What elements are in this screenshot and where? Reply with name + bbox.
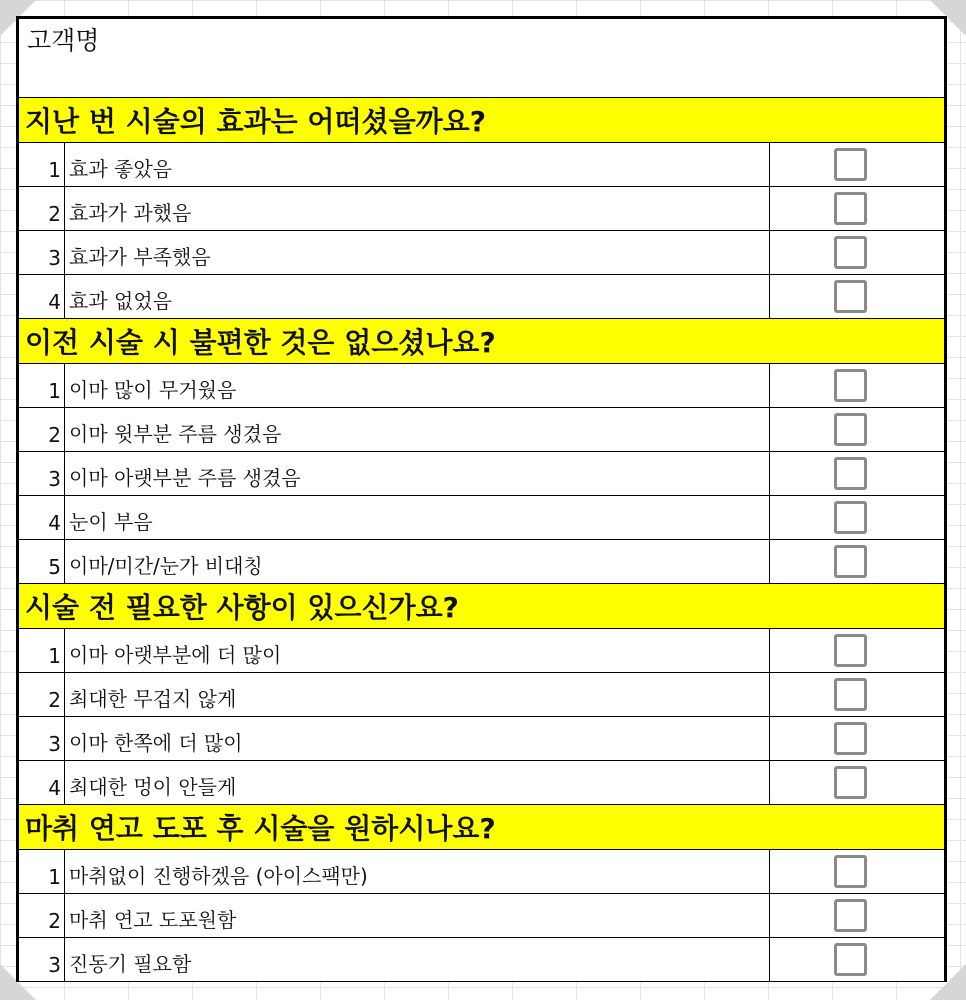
- list-item: [19, 364, 944, 408]
- section-header-anesthesia: 마취 연고 도포 후 시술을 원하시나요?: [19, 805, 944, 850]
- item-label: 효과 좋았음: [65, 143, 770, 186]
- checkbox[interactable]: [834, 501, 867, 534]
- list-item: [19, 540, 944, 584]
- item-number: 1: [19, 143, 65, 186]
- checkbox[interactable]: [834, 855, 867, 888]
- list-item: [19, 143, 944, 187]
- item-label: 효과 없었음: [65, 275, 770, 318]
- item-number: 1: [19, 850, 65, 893]
- list-item: [19, 452, 944, 496]
- checkbox[interactable]: [834, 236, 867, 269]
- list-item: [19, 231, 944, 275]
- item-number: 2: [19, 673, 65, 716]
- item-label: 진동기 필요함: [65, 938, 770, 981]
- list-item: [19, 629, 944, 673]
- customer-name-row[interactable]: [19, 19, 944, 98]
- checkbox[interactable]: [834, 766, 867, 799]
- checkbox[interactable]: [834, 899, 867, 932]
- item-label: 이마 윗부분 주름 생겼음: [65, 408, 770, 451]
- checkbox[interactable]: [834, 192, 867, 225]
- item-label: 이마 한쪽에 더 많이: [65, 717, 770, 760]
- item-number: 4: [19, 761, 65, 804]
- item-label: 최대한 멍이 안들게: [65, 761, 770, 804]
- list-item: [19, 408, 944, 452]
- customer-name-label: 고객명: [27, 26, 100, 55]
- item-label: 이마 많이 무거웠음: [65, 364, 770, 407]
- item-number: 4: [19, 496, 65, 539]
- checkbox[interactable]: [834, 148, 867, 181]
- list-item: [19, 673, 944, 717]
- item-label: 이마/미간/눈가 비대칭: [65, 540, 770, 583]
- item-number: 1: [19, 629, 65, 672]
- checkbox[interactable]: [834, 413, 867, 446]
- checkbox[interactable]: [834, 634, 867, 667]
- item-number: 2: [19, 187, 65, 230]
- list-item: [19, 187, 944, 231]
- item-number: 2: [19, 894, 65, 937]
- checkbox[interactable]: [834, 280, 867, 313]
- item-label: 마취 연고 도포원함: [65, 894, 770, 937]
- item-number: 4: [19, 275, 65, 318]
- list-item: [19, 938, 944, 982]
- section-header-discomfort: 이전 시술 시 불편한 것은 없으셨나요?: [19, 319, 944, 364]
- list-item: [19, 850, 944, 894]
- item-number: 3: [19, 452, 65, 495]
- checkbox[interactable]: [834, 722, 867, 755]
- item-number: 3: [19, 231, 65, 274]
- section-header-requests: 시술 전 필요한 사항이 있으신가요?: [19, 584, 944, 629]
- checkbox[interactable]: [834, 943, 867, 976]
- list-item: [19, 275, 944, 319]
- section-header-effect: 지난 번 시술의 효과는 어떠셨을까요?: [19, 98, 944, 143]
- item-label: 이마 아랫부분 주름 생겼음: [65, 452, 770, 495]
- item-label: 효과가 부족했음: [65, 231, 770, 274]
- list-item: [19, 894, 944, 938]
- list-item: [19, 496, 944, 540]
- item-label: 이마 아랫부분에 더 많이: [65, 629, 770, 672]
- item-number: 3: [19, 717, 65, 760]
- item-label: 효과가 과했음: [65, 187, 770, 230]
- item-number: 1: [19, 364, 65, 407]
- item-number: 3: [19, 938, 65, 981]
- checkbox[interactable]: [834, 545, 867, 578]
- list-item: [19, 761, 944, 805]
- list-item: [19, 717, 944, 761]
- item-label: 눈이 부음: [65, 496, 770, 539]
- item-number: 2: [19, 408, 65, 451]
- checkbox[interactable]: [834, 678, 867, 711]
- item-number: 5: [19, 540, 65, 583]
- item-label: 마취없이 진행하겠음 (아이스팩만): [65, 850, 770, 893]
- checkbox[interactable]: [834, 369, 867, 402]
- survey-form: [16, 16, 947, 982]
- checkbox[interactable]: [834, 457, 867, 490]
- item-label: 최대한 무겁지 않게: [65, 673, 770, 716]
